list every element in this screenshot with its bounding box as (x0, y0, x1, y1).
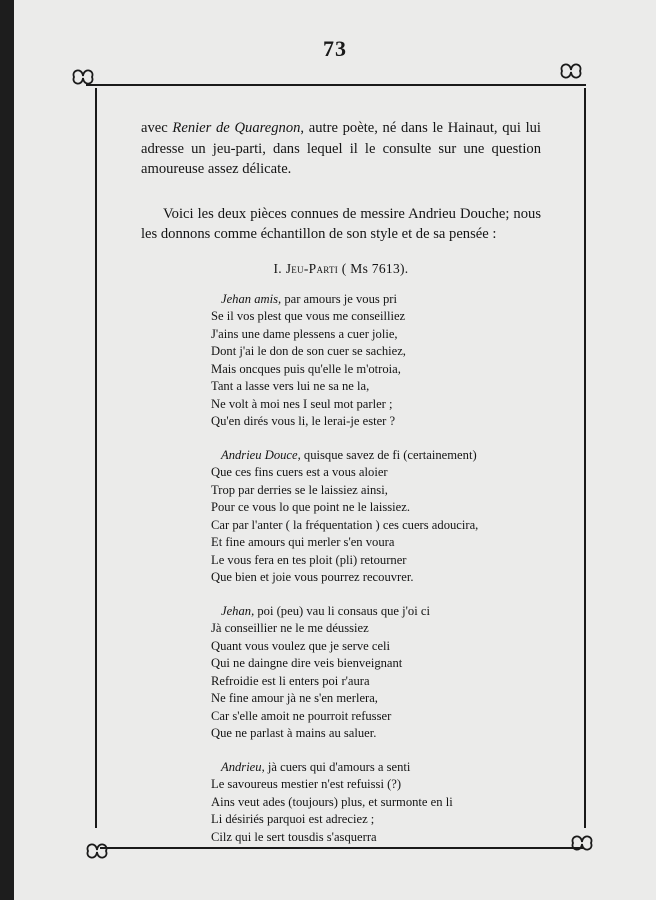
poem-manuscript-ref: ( Ms 7613). (341, 260, 409, 276)
poet-name: Renier de Quaregnon (172, 120, 301, 136)
verse-line: Le vous fera en tes ploit (pli) retourner (211, 552, 407, 567)
verse-line (141, 603, 541, 621)
verse-line: Que ces fins cuers est a vous aloier (211, 465, 388, 479)
stanza (141, 447, 541, 587)
corner-ornament-icon (558, 60, 584, 82)
stanza (141, 603, 541, 743)
speaker-name: Jehan, (221, 603, 255, 618)
verse-line: J'ains une dame plessens a cuer jolie, (211, 326, 398, 341)
speaker-name: Andrieu, (221, 759, 265, 774)
poem-heading (141, 261, 541, 277)
verse-line: Et fine amours qui merler s'en voura (211, 535, 395, 549)
verse-line (141, 759, 541, 777)
speaker-name: Jehan amis, (221, 291, 282, 306)
verse-line (141, 291, 541, 309)
paragraph: Voici les deux pièces connues de messire Andrieu Douche; nous les donnons comme échantillon de son style et de sa pensée : (141, 205, 541, 242)
poem-number: I. (273, 260, 282, 276)
corner-ornament-icon (569, 832, 595, 854)
verse-line: Trop par derries se le laissiez ainsi, (211, 482, 388, 497)
verse-line: Cilz qui le sert tousdis s'asquerra (211, 829, 377, 844)
verse-line: Mais oncques puis qu'elle le m'otroia, (211, 361, 401, 376)
verse-line: Tant a lasse vers lui ne sa ne la, (211, 379, 370, 393)
verse-line (141, 447, 541, 465)
verse-line: Qui ne daingne dire veis bienveignant (211, 656, 403, 670)
paragraph-text: avec (141, 120, 173, 136)
verse-line: Refroidie est li enters poi r'aura (211, 673, 370, 688)
verse-line: Que bien et joie vous pourrez recouvrer. (211, 570, 414, 584)
speaker-name: Andrieu Douce, (221, 447, 301, 462)
verse-line: Jà conseillier ne le me déussiez (211, 621, 369, 635)
page-number: 73 (323, 36, 347, 61)
verse-line: Li désiriés parquoi est adreciez ; (211, 812, 375, 826)
verse-line: Se il vos plest que vous me conseilliez (211, 309, 406, 323)
verse-text: poi (peu) vau li consaus que j'oi ci (254, 603, 430, 618)
verse-line: Quant vous voulez que je serve celi (211, 638, 391, 653)
verse-line: Car s'elle amoit ne pourroit refusser (211, 708, 392, 723)
book-page (14, 0, 656, 900)
paragraph (141, 118, 541, 180)
corner-ornament-icon (84, 840, 110, 862)
verse-text: par amours je vous pri (281, 291, 397, 306)
verse-line: Ne volt à moi nes I seul mot parler ; (211, 396, 393, 411)
corner-ornament-icon (70, 66, 96, 88)
verse-line: Pour ce vous lo que point ne le laissiez. (211, 500, 411, 514)
verse-line: Ne fine amour jà ne s'en merlera, (211, 691, 378, 705)
verse-text: quisque savez de fi (certainement) (300, 447, 477, 462)
verse-line: Ains veut ades (toujours) plus, et surmonte en li (211, 794, 453, 809)
stanza (141, 291, 541, 431)
verse-line: Que ne parlast à mains au saluer. (211, 726, 377, 740)
verse-line: Car par l'anter ( la fréquentation ) ces cuers adoucira, (211, 517, 479, 532)
poem-title: Jeu-Parti (285, 260, 339, 276)
verse-line: Qu'en dirés vous li, le lerai-je ester ? (211, 414, 396, 428)
page-content (141, 118, 541, 862)
frame-top-rule (86, 84, 586, 86)
paragraph-text: , autre poète, né dans le Hainaut, qui lui adresse un jeu-parti, dans lequel il le consulte sur une question amoureuse assez délicate. (141, 120, 541, 177)
stanza (141, 759, 541, 847)
prose-section (141, 118, 541, 245)
verse-line: Dont j'ai le don de son cuer se sachiez, (211, 344, 406, 358)
book-gutter-edge (0, 0, 14, 900)
verse-line: Le savoureus mestier n'est refuissi (?) (211, 777, 402, 791)
verse-text: jà cuers qui d'amours a senti (264, 759, 411, 774)
